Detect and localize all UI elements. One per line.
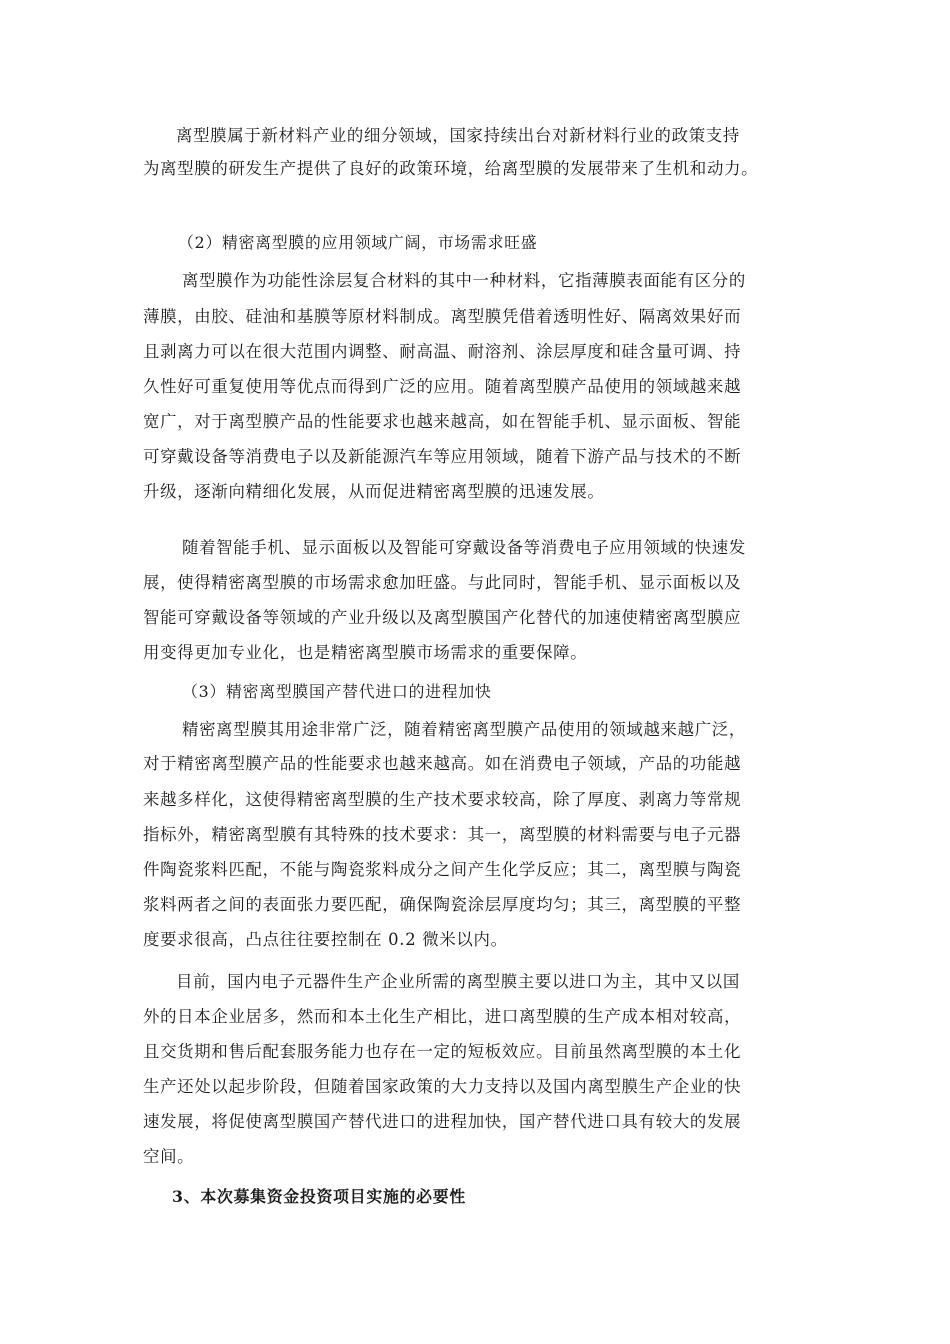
paragraph-line: 指标外，精密离型膜有其特殊的技术要求：其一，离型膜的材料需要与电子元器 <box>143 825 742 844</box>
paragraph-line: 空间。 <box>143 1147 195 1166</box>
paragraph-line: 精密离型膜其用途非常广泛，随着精密离型膜产品使用的领域越来越广泛， <box>182 720 746 739</box>
paragraph-line: 薄膜，由胶、硅油和基膜等原材料制成。离型膜凭借着透明性好、隔离效果好而 <box>143 307 742 326</box>
paragraph-line: 离型膜属于新材料产业的细分领域，国家持续出台对新材料行业的政策支持 <box>176 126 740 145</box>
paragraph-line: 展，使得精密离型膜的市场需求愈加旺盛。与此同时，智能手机、显示面板以及 <box>143 573 742 592</box>
paragraph-line: 升级，逐渐向精细化发展，从而促进精密离型膜的迅速发展。 <box>143 482 605 501</box>
paragraph-line: 可穿戴设备等消费电子以及新能源汽车等应用领域，随着下游产品与技术的不断 <box>143 447 742 466</box>
paragraph-line: 宽广，对于离型膜产品的性能要求也越来越高，如在智能手机、显示面板、智能 <box>143 412 742 431</box>
paragraph-line: 随着智能手机、显示面板以及智能可穿戴设备等消费电子应用领域的快速发 <box>182 538 746 557</box>
paragraph-line: 久性好可重复使用等优点而得到广泛的应用。随着离型膜产品使用的领域越来越 <box>143 377 742 396</box>
paragraph-line: 对于精密离型膜产品的性能要求也越来越高。如在消费电子领域，产品的功能越 <box>143 754 742 773</box>
paragraph-line: 速发展，将促使离型膜国产替代进口的进程加快，国产替代进口具有较大的发展 <box>143 1112 742 1131</box>
paragraph-line: 且交货期和售后配套服务能力也存在一定的短板效应。目前虽然离型膜的本土化 <box>143 1042 742 1061</box>
paragraph-line: 件陶瓷浆料匹配，不能与陶瓷浆料成分之间产生化学反应；其二，离型膜与陶瓷 <box>143 860 742 879</box>
paragraph-line: 为离型膜的研发生产提供了良好的政策环境，给离型膜的发展带来了生机和动力。 <box>143 159 759 178</box>
paragraph-line: 生产还处以起步阶段，但随着国家政策的大力支持以及国内离型膜生产企业的快 <box>143 1077 742 1096</box>
paragraph-line: 来越多样化，这使得精密离型膜的生产技术要求较高，除了厚度、剥离力等常规 <box>143 790 742 809</box>
paragraph-line: 离型膜作为功能性涂层复合材料的其中一种材料，它指薄膜表面能有区分的 <box>182 271 746 290</box>
paragraph-line: 智能可穿戴设备等领域的产业升级以及离型膜国产化替代的加速使精密离型膜应 <box>143 608 742 627</box>
section-heading: （3）精密离型膜国产替代进口的进程加快 <box>182 682 492 701</box>
paragraph-line: 目前，国内电子元器件生产企业所需的离型膜主要以进口为主，其中又以国 <box>176 972 740 991</box>
paragraph-line: 用变得更加专业化，也是精密离型膜市场需求的重要保障。 <box>143 643 588 662</box>
paragraph-line: 且剥离力可以在很大范围内调整、耐高温、耐溶剂、涂层厚度和硅含量可调、持 <box>143 342 742 361</box>
paragraph-line: 外的日本企业居多，然而和本土化生产相比，进口离型膜的生产成本相对较高， <box>143 1007 742 1026</box>
section-heading: （2）精密离型膜的应用领域广阔，市场需求旺盛 <box>178 233 538 252</box>
paragraph-line: 浆料两者之间的表面张力要匹配，确保陶瓷涂层厚度均匀；其三，离型膜的平整 <box>143 895 742 914</box>
section-heading: 3、本次募集资金投资项目实施的必要性 <box>172 1187 466 1206</box>
paragraph-line: 度要求很高，凸点往往要控制在 0.2 微米以内。 <box>143 930 508 949</box>
